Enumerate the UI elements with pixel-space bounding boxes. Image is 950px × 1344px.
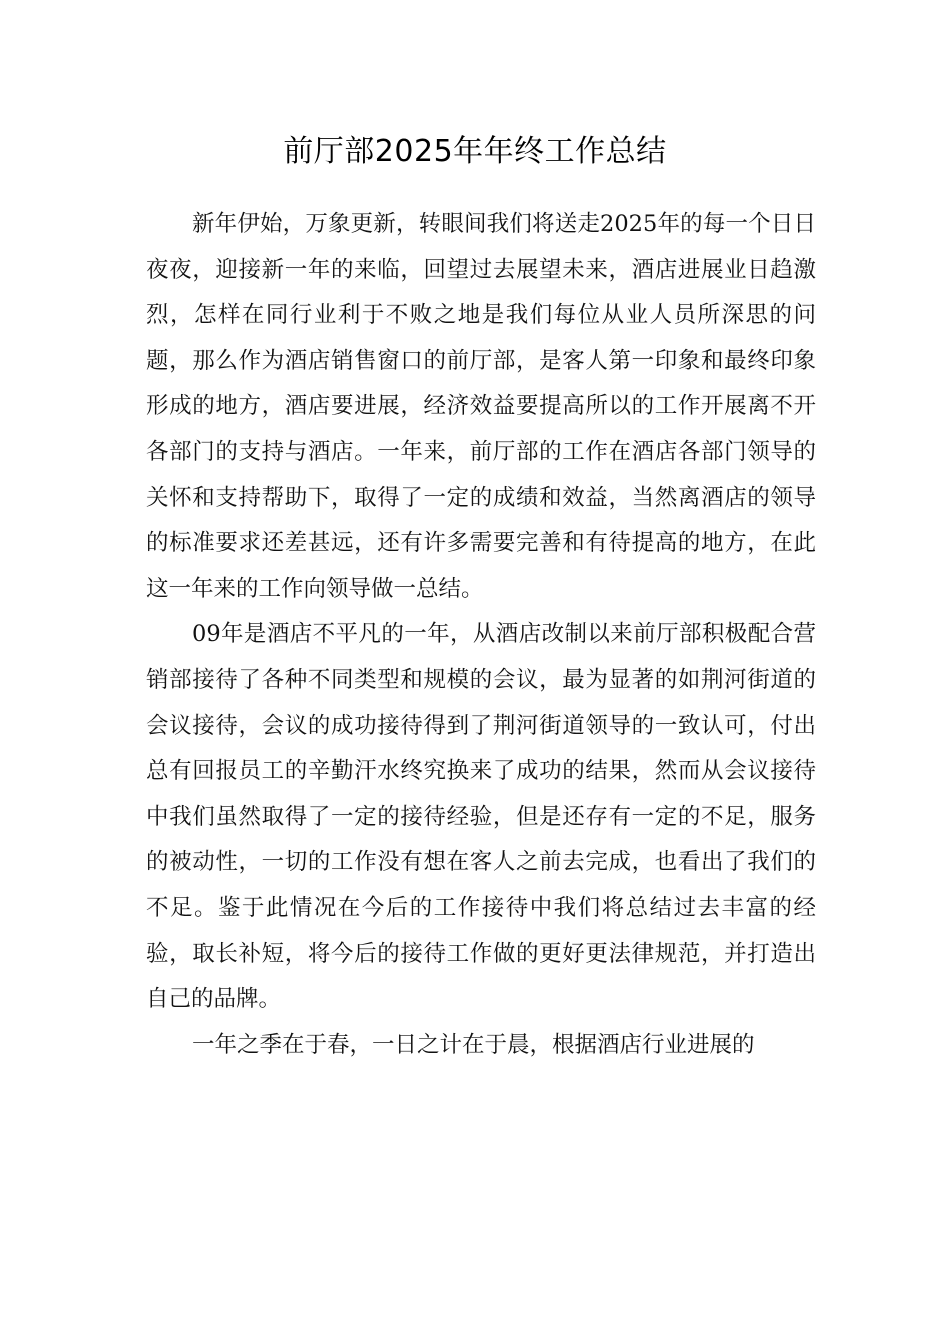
paragraph-3: 一年之季在于春，一日之计在于晨，根据酒店行业进展的: [192, 1031, 755, 1058]
document-body: [146, 202, 816, 1068]
paragraph-1: 新年伊始，万象更新，转眼间我们将送走2025年的每一个日日夜夜，迎接新一年的来临，回望过去展望未来，酒店进展业日趋激烈，怎样在同行业利于不败之地是我们每位从业人员所深思的问题，那么作为酒店销售窗口的前厅部，是客人第一印象和最终印象形成的地方，酒店要进展，经济效益要提高所以的工作开展离不开各部门的支持与酒店。一年来，前厅部的工作在酒店各部门领导的关怀和支持帮助下，取得了一定的成绩和效益，当然离酒店的领导的标准要求还差甚远，还有许多需要完善和有待提高的地方，在此这一年来的工作向领导做一总结。: [146, 211, 816, 602]
paragraph-2: 09年是酒店不平凡的一年，从酒店改制以来前厅部积极配合营销部接待了各种不同类型和规模的会议，最为显著的如荆河街道的会议接待，会议的成功接待得到了荆河街道领导的一致认可，付出总有回报员工的辛勤汗水终究换来了成功的结果，然而从会议接待中我们虽然取得了一定的接待经验，但是还存有一定的不足，服务的被动性，一切的工作没有想在客人之前去完成，也看出了我们的不足。鉴于此情况在今后的工作接待中我们将总结过去丰富的经验，取长补短，将今后的接待工作做的更好更法律规范，并打造出自己的品牌。: [146, 621, 816, 1013]
document-title: 前厅部2025年年终工作总结: [283, 134, 667, 169]
